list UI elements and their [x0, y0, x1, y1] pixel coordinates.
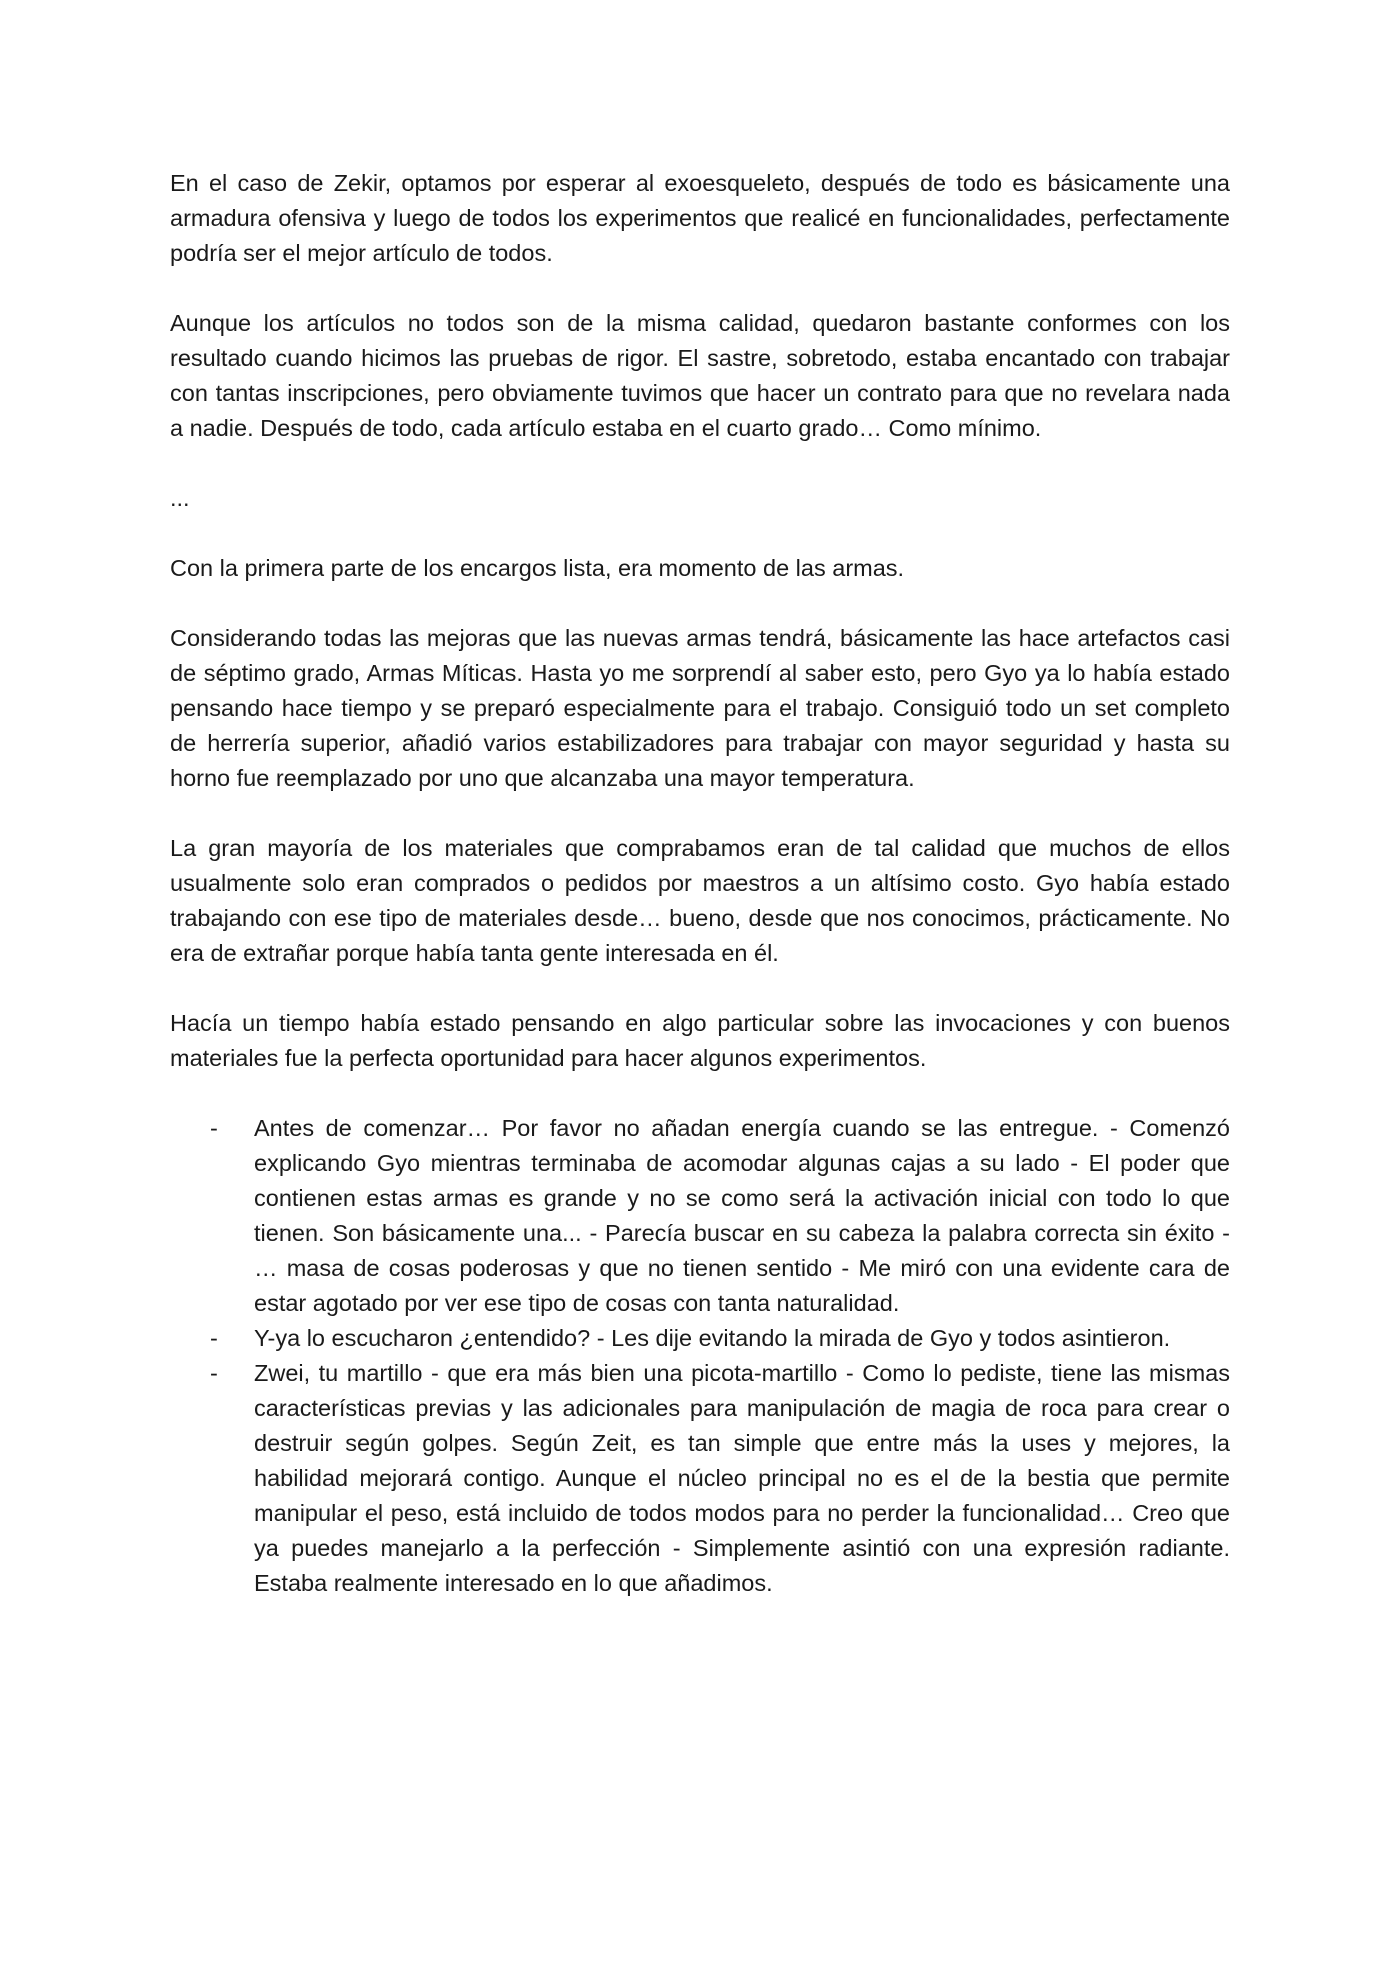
dialogue-dash: - [210, 1325, 218, 1351]
dialogue-text: Zwei, tu martillo - que era más bien una picota-martillo - Como lo pediste, tiene las mismas características previas y las adicionales para manipulación de magia de roca para crear o destruir según golpes. Según Zeit, es tan simple que entre más la uses y mejores, la habilidad mejorará contigo. Aunque el núcleo principal no es el de la bestia que permite manipular el peso, está incluido de todos modos para no perder la funcionalidad… Creo que ya puedes manejarlo a la perfección - Simplemente asintió con una expresión radiante. Estaba realmente interesado en lo que añadimos. [254, 1360, 1230, 1596]
dialogue-text: Y-ya lo escucharon ¿entendido? - Les dije evitando la mirada de Gyo y todos asintieron. [254, 1325, 1171, 1351]
dialogue-line [170, 1111, 1230, 1321]
paragraph-materiales: La gran mayoría de los materiales que comprabamos eran de tal calidad que muchos de ellos usualmente solo eran comprados o pedidos por maestros a un altísimo costo. Gyo había estado trabajando con ese tipo de materiales desde… bueno, desde que nos conocimos, prácticamente. No era de extrañar porque había tanta gente interesada en él. [170, 835, 1230, 966]
dialogue-dash: - [210, 1115, 218, 1141]
paragraph-mejoras: Considerando todas las mejoras que las nuevas armas tendrá, básicamente las hace artefactos casi de séptimo grado, Armas Míticas. Hasta yo me sorprendí al saber esto, pero Gyo ya lo había estado pensando hace tiempo y se preparó especialmente para el trabajo. Consiguió todo un set completo de herrería superior, añadió varios estabilizadores para trabajar con mayor seguridad y hasta su horno fue reemplazado por uno que alcanzaba una mayor temperatura. [170, 625, 1230, 791]
paragraph-articulos: Aunque los artículos no todos son de la misma calidad, quedaron bastante conformes con los resultado cuando hicimos las pruebas de rigor. El sastre, sobretodo, estaba encantado con trabajar con tantas inscripciones, pero obviamente tuvimos que hacer un contrato para que no revelara nada a nadie. Después de todo, cada artículo estaba en el cuarto grado… Como mínimo. [170, 310, 1230, 441]
paragraph-invocaciones: Hacía un tiempo había estado pensando en algo particular sobre las invocaciones y con buenos materiales fue la perfecta oportunidad para hacer algunos experimentos. [170, 1010, 1230, 1071]
dialogue-line [170, 1321, 1230, 1356]
scene-break: ... [170, 485, 190, 511]
document-page [170, 166, 1230, 1601]
paragraph-primera-parte: Con la primera parte de los encargos lista, era momento de las armas. [170, 555, 905, 581]
dialogue-line [170, 1356, 1230, 1601]
dialogue-list [170, 1111, 1230, 1601]
dialogue-text: Antes de comenzar… Por favor no añadan energía cuando se las entregue. - Comenzó explicando Gyo mientras terminaba de acomodar algunas cajas a su lado - El poder que contienen estas armas es grande y no se como será la activación inicial con todo lo que tienen. Son básicamente una... - Parecía buscar en su cabeza la palabra correcta sin éxito - … masa de cosas poderosas y que no tienen sentido - Me miró con una evidente cara de estar agotado por ver ese tipo de cosas con tanta naturalidad. [254, 1115, 1230, 1316]
dialogue-dash: - [210, 1360, 218, 1386]
paragraph-zekir: En el caso de Zekir, optamos por esperar al exoesqueleto, después de todo es básicamente una armadura ofensiva y luego de todos los experimentos que realicé en funcionalidades, perfectamente podría ser el mejor artículo de todos. [170, 170, 1230, 266]
